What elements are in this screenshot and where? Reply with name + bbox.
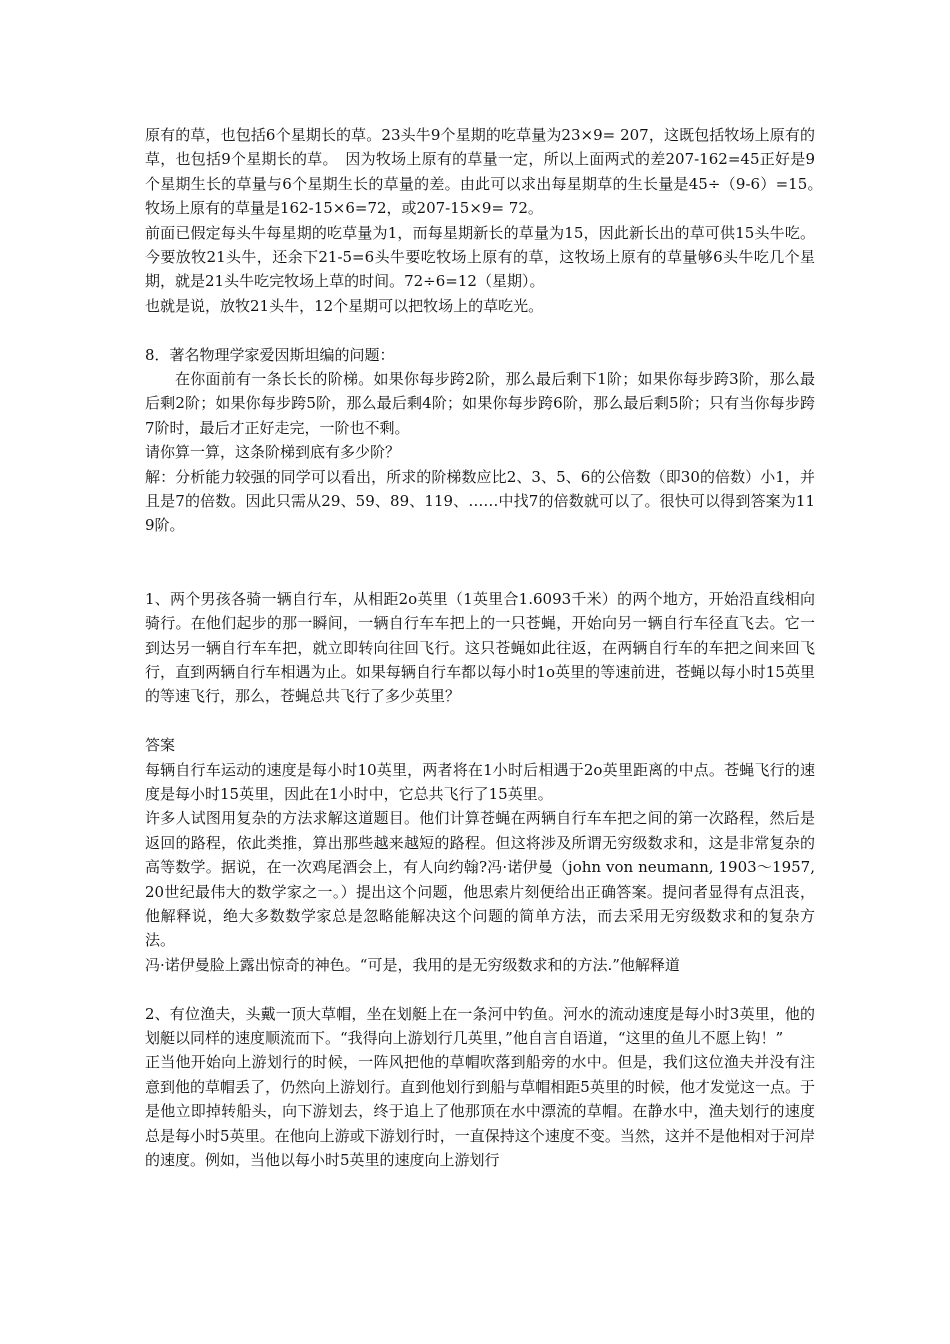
grass-paragraph-3: 也就是说，放牧21头牛，12个星期可以把牧场上的草吃光。 bbox=[145, 296, 544, 315]
document-page bbox=[145, 123, 831, 1172]
grass-paragraph-1: 原有的草，也包括6个星期长的草。23头牛9个星期的吃草量为23×9= 207，这既包括牧场上原有的草，也包括9个星期长的草。 因为牧场上原有的草量一定，所以上面两式的差207-162=45正好是9个星期生长的草量与6个星期生长的草量的差。由此可以求出每星期草的生长量是45÷（9-6）=15。 牧场上原有的草量是162-15×6=72，或207-15×9= 72。 bbox=[145, 126, 831, 218]
einstein-question: 请你算一算，这条阶梯到底有多少阶？ bbox=[145, 443, 401, 462]
spacer bbox=[145, 538, 815, 587]
fly-answer-label: 答案 bbox=[145, 736, 176, 755]
fly-answer-1: 每辆自行车运动的速度是每小时10英里，两者将在1小时后相遇于2o英里距离的中点。苍蝇飞行的速度是每小时15英里，因此在1小时中，它总共飞行了15英里。 bbox=[145, 760, 815, 803]
spacer bbox=[145, 318, 815, 342]
fly-question: 1、两个男孩各骑一辆自行车，从相距2o英里（1英里合1.6093千米）的两个地方，开始沿直线相向骑行。在他们起步的那一瞬间，一辆自行车车把上的一只苍蝇，开始向另一辆自行车径直飞去。它一到达另一辆自行车车把，就立即转向往回飞行。这只苍蝇如此往返，在两辆自行车的车把之间来回飞行，直到两辆自行车相遇为止。如果每辆自行车都以每小时1o英里的等速前进，苍蝇以每小时15英里的等速飞行，那么，苍蝇总共飞行了多少英里？ bbox=[145, 589, 815, 706]
einstein-solution: 解：分析能力较强的同学可以看出，所求的阶梯数应比2、3、5、6的公倍数（即30的倍数）小1，并且是7的倍数。因此只需从29、59、89、119、……中找7的倍数就可以了。很快可以得到答案为119阶。 bbox=[145, 467, 815, 535]
spacer bbox=[145, 977, 815, 1001]
einstein-heading: 8．著名物理学家爱因斯坦编的问题： bbox=[145, 345, 395, 364]
grass-paragraph-2: 前面已假定每头牛每星期的吃草量为1，而每星期新长的草量为15，因此新长出的草可供15头牛吃。今要放牧21头牛，还余下21-5=6头牛要吃牧场上原有的草，这牧场上原有的草量够6头牛吃几个星期，就是21头牛吃完牧场上草的时间。72÷6=12（星期）。 bbox=[145, 223, 815, 291]
einstein-problem: 在你面前有一条长长的阶梯。如果你每步跨2阶，那么最后剩下1阶；如果你每步跨3阶，那么最后剩2阶；如果你每步跨5阶，那么最后剩4阶；如果你每步跨6阶，那么最后剩5阶；只有当你每步跨7阶时，最后才正好走完，一阶也不剩。 bbox=[145, 370, 815, 437]
fisher-question: 2、有位渔夫，头戴一顶大草帽，坐在划艇上在一条河中钓鱼。河水的流动速度是每小时3英里，他的划艇以同样的速度顺流而下。“我得向上游划行几英里，”他自言自语道，“这里的鱼儿不愿上钩！” bbox=[145, 1004, 815, 1047]
fly-answer-2: 许多人试图用复杂的方法求解这道题目。他们计算苍蝇在两辆自行车车把之间的第一次路程，然后是返回的路程，依此类推，算出那些越来越短的路程。但这将涉及所谓无穷级数求和，这是非常复杂的高等数学。据说，在一次鸡尾酒会上，有人向约翰?冯·诺伊曼（john von neumann, 1903～1957,20世纪最伟大的数学家之一。）提出这个问题，他思索片刻便给出正确答案。提问者显得有点沮丧，他解释说，绝大多数数学家总是忽略能解决这个问题的简单方法，而去采用无穷级数求和的复杂方法。 bbox=[145, 809, 815, 950]
fly-answer-3: 冯·诺伊曼脸上露出惊奇的神色。“可是，我用的是无穷级数求和的方法.”他解释道 bbox=[145, 955, 680, 974]
spacer bbox=[145, 709, 815, 733]
fisher-paragraph-1: 正当他开始向上游划行的时候，一阵风把他的草帽吹落到船旁的水中。但是，我们这位渔夫并没有注意到他的草帽丢了，仍然向上游划行。直到他划行到船与草帽相距5英里的时候，他才发觉这一点。于是他立即掉转船头，向下游划去，终于追上了他那顶在水中漂流的草帽。在静水中，渔夫划行的速度总是每小时5英里。在他向上游或下游划行时，一直保持这个速度不变。当然，这并不是他相对于河岸的速度。例如，当他以每小时5英里的速度向上游划行 bbox=[145, 1053, 815, 1169]
